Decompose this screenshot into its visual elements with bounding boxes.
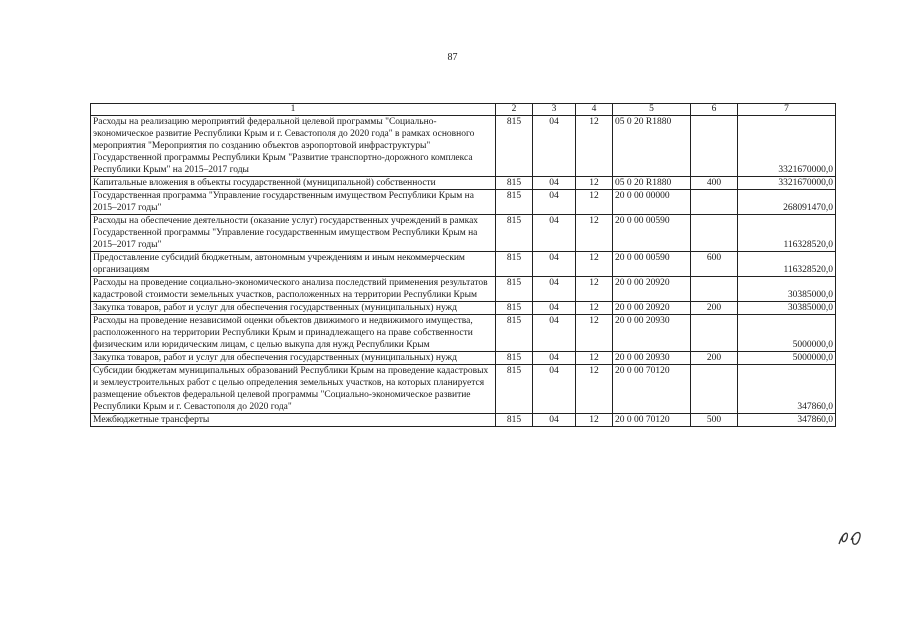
expense-type: 200 — [691, 302, 738, 315]
pr-code: 12 — [576, 315, 613, 352]
amount: 3321670000,0 — [738, 177, 836, 190]
rz-code: 04 — [533, 252, 576, 277]
gr-code: 815 — [496, 116, 533, 177]
pr-code: 12 — [576, 116, 613, 177]
target-article: 20 0 00 00590 — [613, 252, 691, 277]
target-article: 20 0 00 20930 — [613, 315, 691, 352]
row-name: Расходы на проведение независимой оценки объектов движимого и недвижимого имущества, расположенного на территории Республики Крым и принадлежащего на праве собственности физическим или юридическим лицам, с целью выкупа для нужд Республики Крым — [91, 315, 496, 352]
header-cell: 3 — [533, 104, 576, 116]
header-row — [91, 104, 836, 116]
gr-code: 815 — [496, 352, 533, 365]
rz-code: 04 — [533, 414, 576, 427]
pr-code: 12 — [576, 365, 613, 414]
table-row — [91, 252, 836, 277]
pr-code: 12 — [576, 414, 613, 427]
table-row — [91, 190, 836, 215]
target-article: 20 0 00 70120 — [613, 414, 691, 427]
amount: 116328520,0 — [738, 252, 836, 277]
rz-code: 04 — [533, 215, 576, 252]
expense-type: 200 — [691, 352, 738, 365]
row-name: Расходы на реализацию мероприятий федеральной целевой программы "Социально-экономическое развитие Республики Крым и г. Севастополя до 2020 года" в рамках основного мероприятия "Мероприятия по созданию объектов аэропортовой инфраструктуры" Государственной программы Республики Крым "Развитие транспортно-дорожного комплекса Республики Крым" на 2015–2017 годы — [91, 116, 496, 177]
rz-code: 04 — [533, 190, 576, 215]
pr-code: 12 — [576, 190, 613, 215]
target-article: 20 0 00 20930 — [613, 352, 691, 365]
table-row — [91, 215, 836, 252]
target-article: 20 0 00 20920 — [613, 277, 691, 302]
pr-code: 12 — [576, 215, 613, 252]
rz-code: 04 — [533, 365, 576, 414]
budget-table — [90, 103, 836, 427]
amount: 30385000,0 — [738, 277, 836, 302]
pr-code: 12 — [576, 252, 613, 277]
table-row — [91, 177, 836, 190]
expense-type: 600 — [691, 252, 738, 277]
row-name: Закупка товаров, работ и услуг для обеспечения государственных (муниципальных) нужд — [91, 352, 496, 365]
row-name: Межбюджетные трансферты — [91, 414, 496, 427]
gr-code: 815 — [496, 215, 533, 252]
pr-code: 12 — [576, 277, 613, 302]
gr-code: 815 — [496, 302, 533, 315]
rz-code: 04 — [533, 352, 576, 365]
expense-type: 400 — [691, 177, 738, 190]
handwritten-page-mark — [835, 522, 869, 552]
header-cell: 5 — [613, 104, 691, 116]
pr-code: 12 — [576, 352, 613, 365]
table-row — [91, 277, 836, 302]
row-name: Расходы на проведение социально-экономического анализа последствий применения результатов кадастровой стоимости земельных участков, расположенных на территории Республики Крым — [91, 277, 496, 302]
row-name: Государственная программа "Управление государственным имуществом Республики Крым на 2015–2017 годы" — [91, 190, 496, 215]
gr-code: 815 — [496, 190, 533, 215]
rz-code: 04 — [533, 116, 576, 177]
target-article: 05 0 20 R1880 — [613, 177, 691, 190]
expense-type — [691, 190, 738, 215]
amount: 5000000,0 — [738, 315, 836, 352]
header-cell: 2 — [496, 104, 533, 116]
amount: 347860,0 — [738, 365, 836, 414]
amount: 268091470,0 — [738, 190, 836, 215]
rz-code: 04 — [533, 315, 576, 352]
gr-code: 815 — [496, 252, 533, 277]
rz-code: 04 — [533, 302, 576, 315]
expense-type — [691, 215, 738, 252]
gr-code: 815 — [496, 315, 533, 352]
row-name: Расходы на обеспечение деятельности (оказание услуг) государственных учреждений в рамках Государственной программы "Управление государственным имуществом Республики Крым на 2015–2017 годы" — [91, 215, 496, 252]
target-article: 20 0 00 70120 — [613, 365, 691, 414]
gr-code: 815 — [496, 177, 533, 190]
header-cell: 7 — [738, 104, 836, 116]
pr-code: 12 — [576, 177, 613, 190]
table-row — [91, 414, 836, 427]
gr-code: 815 — [496, 365, 533, 414]
table-row — [91, 365, 836, 414]
rz-code: 04 — [533, 277, 576, 302]
pr-code: 12 — [576, 302, 613, 315]
header-cell: 1 — [91, 104, 496, 116]
table-row — [91, 352, 836, 365]
target-article: 05 0 20 R1880 — [613, 116, 691, 177]
target-article: 20 0 00 00000 — [613, 190, 691, 215]
header-cell: 6 — [691, 104, 738, 116]
expense-type — [691, 277, 738, 302]
expense-type: 500 — [691, 414, 738, 427]
expense-type — [691, 365, 738, 414]
amount: 3321670000,0 — [738, 116, 836, 177]
row-name: Субсидии бюджетам муниципальных образований Республики Крым на проведение кадастровых и землеустроительных работ с целью определения земельных участков, на которых планируется размещение объектов федеральной целевой программы "Социально-экономическое развитие Республики Крым и г. Севастополя до 2020 года" — [91, 365, 496, 414]
gr-code: 815 — [496, 414, 533, 427]
target-article: 20 0 00 00590 — [613, 215, 691, 252]
table-row — [91, 116, 836, 177]
header-cell: 4 — [576, 104, 613, 116]
page-number: 87 — [447, 52, 458, 63]
amount: 347860,0 — [738, 414, 836, 427]
table-row — [91, 315, 836, 352]
row-name: Предоставление субсидий бюджетным, автономным учреждениям и иным некоммерческим организациям — [91, 252, 496, 277]
expense-type — [691, 315, 738, 352]
row-name: Закупка товаров, работ и услуг для обеспечения государственных (муниципальных) нужд — [91, 302, 496, 315]
gr-code: 815 — [496, 277, 533, 302]
amount: 116328520,0 — [738, 215, 836, 252]
amount: 30385000,0 — [738, 302, 836, 315]
expense-type — [691, 116, 738, 177]
target-article: 20 0 00 20920 — [613, 302, 691, 315]
rz-code: 04 — [533, 177, 576, 190]
row-name: Капитальные вложения в объекты государственной (муниципальной) собственности — [91, 177, 496, 190]
amount: 5000000,0 — [738, 352, 836, 365]
table-row — [91, 302, 836, 315]
